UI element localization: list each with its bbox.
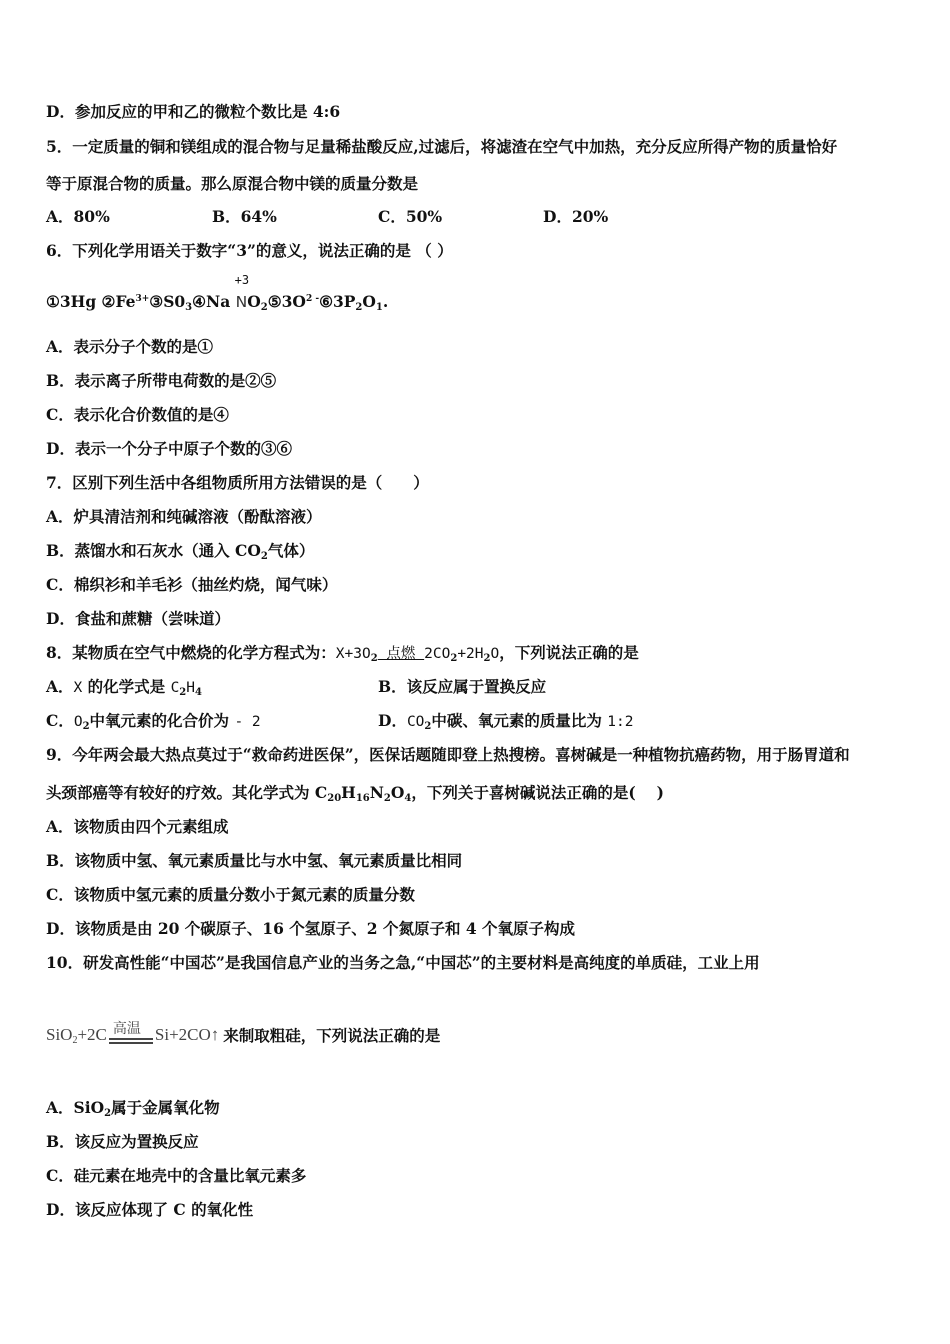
q9-option-c: C．该物质中氢元素的质量分数小于氮元素的质量分数 bbox=[46, 885, 415, 904]
q5-option-d: D．20% bbox=[543, 207, 609, 226]
q8-option-b: B．该反应属于置换反应 bbox=[378, 677, 547, 696]
q8-option-a: A．X 的化学式是 $C_2H_4$ bbox=[46, 677, 202, 698]
q9-option-b: B．该物质中氢、氧元素质量比与水中氢、氧元素质量比相同 bbox=[46, 851, 463, 870]
q7-option-b: B．蒸馏水和石灰水（通入 $CO_2$气体） bbox=[46, 541, 315, 562]
q8-option-c: C．$O_2$中氧元素的化合价为 - 2 bbox=[46, 711, 261, 732]
q7-option-c: C．棉织衫和羊毛衫（抽丝灼烧，闻气味） bbox=[46, 575, 338, 594]
q4-option-d: D．参加反应的甲和乙的微粒个数比是 4:6 bbox=[46, 102, 341, 121]
q5-option-b: B．64% bbox=[212, 207, 277, 226]
q6-option-d: D．表示一个分子中原子个数的③⑥ bbox=[46, 439, 292, 458]
q10-stem: 10．研发高性能“中国芯”是我国信息产业的当务之急,“中国芯”的主要材料是高纯度的单质硅，工业上用 bbox=[46, 953, 760, 972]
q5-stem-line2: 等于原混合物的质量。那么原混合物中镁的质量分数是 bbox=[46, 174, 419, 193]
q10-option-b: B．该反应为置换反应 bbox=[46, 1132, 199, 1151]
q6-option-c: C．表示化合价数值的是④ bbox=[46, 405, 229, 424]
oxidation-state: +3 bbox=[234, 273, 250, 287]
q7-stem: 7．区别下列生活中各组物质所用方法错误的是（ ） bbox=[46, 473, 429, 492]
q6-items: ①3Hg $②Fe^{3+}③S0_3④Na$ +3 $NO_2⑤3O^{2 -}⑥3P_2O_1$. bbox=[46, 289, 388, 318]
q10-option-c: C．硅元素在地壳中的含量比氧元素多 bbox=[46, 1166, 307, 1185]
q9-option-d: D．该物质是由 20 个碳原子、16 个氢原子、2 个氮原子和 4 个氧原子构成 bbox=[46, 919, 576, 938]
q6-option-a: A．表示分子个数的是① bbox=[46, 337, 214, 356]
q10-option-a: A．SiO$_2$属于金属氧化物 bbox=[46, 1098, 220, 1119]
q6-option-b: B．表示离子所带电荷数的是②⑤ bbox=[46, 371, 277, 390]
q5-stem-line1: 5．一定质量的铜和镁组成的混合物与足量稀盐酸反应,过滤后，将滤渣在空气中加热，充分反应所得产物的质量恰好 bbox=[46, 137, 838, 156]
q9-stem-line1: 9．今年两会最大热点莫过于“救命药进医保”，医保话题随即登上热搜榜。喜树碱是一种植物抗癌药物，用于肠胃道和 bbox=[46, 745, 850, 764]
q9-option-a: A．该物质由四个元素组成 bbox=[46, 817, 229, 836]
q8-option-d: D．$CO_2$中碳、氧元素的质量比为 1:2 bbox=[378, 711, 634, 732]
reaction-condition: 高温 bbox=[109, 1018, 153, 1052]
q9-stem-line2: 头颈部癌等有较好的疗效。其化学式为 $C_{20}H_{16}N_2O_4$，下列关于喜树碱说法正确的是( ) bbox=[46, 783, 664, 804]
q8-stem: 8．某物质在空气中燃烧的化学方程式为：$X+3O_2$ 点燃 $2CO_2+2H_2O$，下列说法正确的是 bbox=[46, 643, 639, 664]
q5-option-a: A．80% bbox=[46, 207, 110, 226]
q10-equation: SiO$_2$+2C 高温 Si+2CO↑ 来制取粗硅，下列说法正确的是 bbox=[46, 1018, 440, 1058]
q6-stem: 6．下列化学用语关于数字“3”的意义，说法正确的是 （ ） bbox=[46, 241, 453, 260]
q7-option-a: A．炉具清洁剂和纯碱溶液（酚酞溶液） bbox=[46, 507, 322, 526]
q7-option-d: D．食盐和蔗糖（尝味道） bbox=[46, 609, 230, 628]
q5-option-c: C．50% bbox=[378, 207, 443, 226]
q10-option-d: D．该反应体现了 C 的氧化性 bbox=[46, 1200, 254, 1219]
